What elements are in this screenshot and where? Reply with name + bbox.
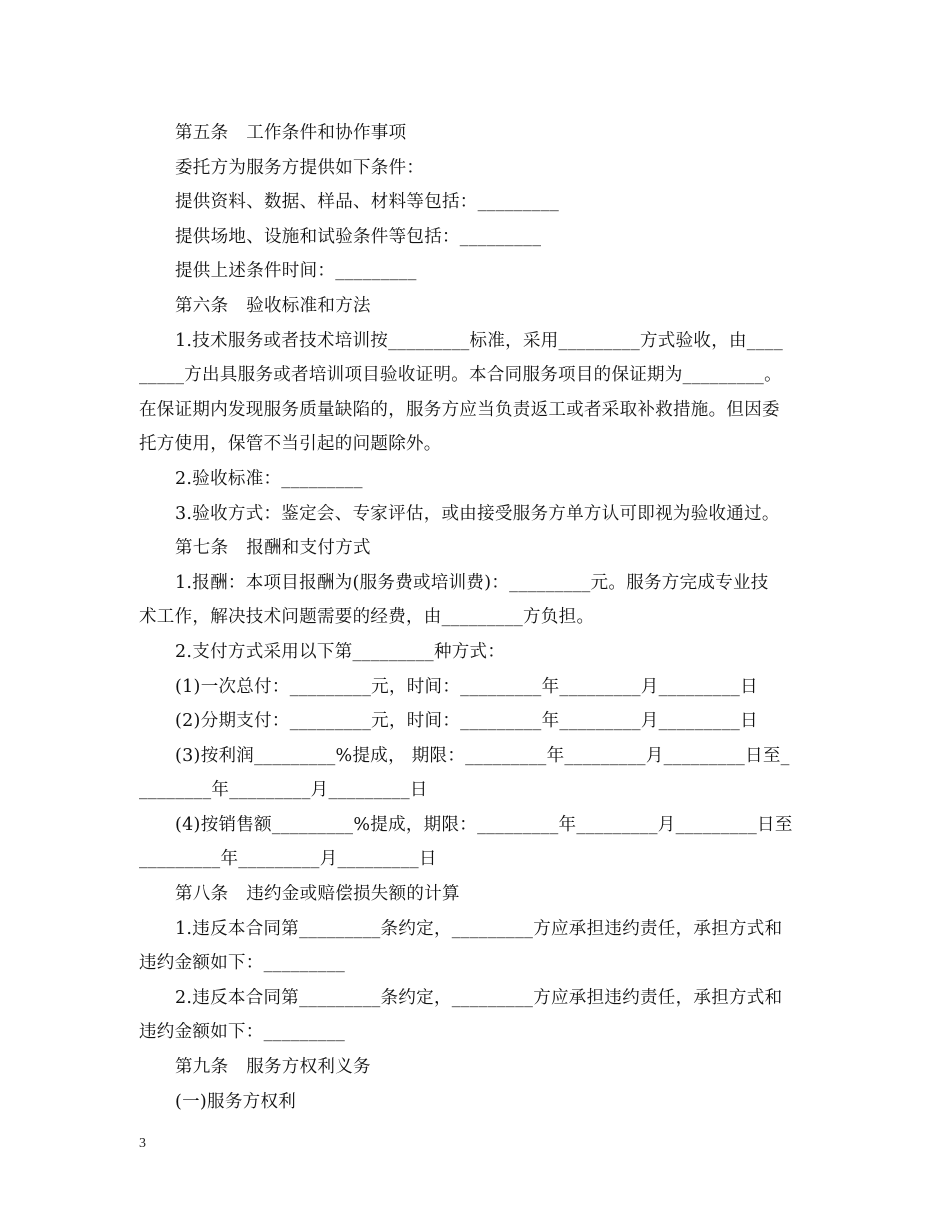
text-line: 第六条 验收标准和方法 (175, 295, 371, 316)
text-line: 提供资料、数据、样品、材料等包括：_________ (175, 192, 560, 213)
text-line: (1)一次总付：_________元，时间：_________年_________月_________日 (175, 676, 758, 697)
text-line: 术工作，解决技术问题需要的经费，由_________方负担。 (139, 607, 595, 628)
text-line: 违约金额如下：_________ (139, 1022, 346, 1043)
text-line: 违约金额如下：_________ (139, 953, 346, 974)
text-line: 2.支付方式采用以下第_________种方式： (175, 641, 506, 662)
text-line: 委托方为服务方提供如下条件： (175, 157, 425, 178)
text-line: 1.报酬：本项目报酬为(服务费或培训费)：_________元。服务方完成专业技 (175, 572, 769, 593)
text-line: 2.违反本合同第_________条约定，_________方应承担违约责任，承担方式和 (175, 987, 783, 1008)
text-line: 托方使用，保管不当引起的问题除外。 (139, 434, 442, 455)
text-line: 1.违反本合同第_________条约定，_________方应承担违约责任，承担方式和 (175, 918, 783, 939)
text-line: _________年_________月_________日 (139, 849, 437, 870)
text-line: (一)服务方权利 (175, 1091, 297, 1112)
text-line: ________年_________月_________日 (139, 780, 428, 801)
text-line: 3.验收方式：鉴定会、专家评估，或由接受服务方单方认可即视为验收通过。 (175, 503, 780, 524)
text-line: 第八条 违约金或赔偿损失额的计算 (175, 884, 460, 905)
text-line: 第五条 工作条件和协作事项 (175, 123, 407, 143)
text-line: 1.技术服务或者技术培训按_________标准，采用_________方式验收，由____ (175, 330, 783, 351)
document-page (139, 116, 817, 1119)
text-line: 提供场地、设施和试验条件等包括：_________ (175, 226, 542, 247)
text-line: _____方出具服务或者培训项目验收证明。本合同服务项目的保证期为_________。 (139, 365, 782, 386)
text-line: (4)按销售额_________%提成，期限：_________年_________月_________日至 (175, 814, 793, 835)
text-line: 第七条 报酬和支付方式 (175, 538, 371, 559)
text-line: 在保证期内发现服务质量缺陷的，服务方应当负责返工或者采取补救措施。但因委 (139, 399, 780, 420)
document-body (139, 116, 817, 1119)
text-line: 提供上述条件时间：_________ (175, 261, 417, 282)
text-line: 2.验收标准：_________ (175, 468, 363, 489)
text-line: 第九条 服务方权利义务 (175, 1057, 371, 1078)
page-number: 3 (139, 1136, 146, 1151)
text-line: (2)分期支付：_________元，时间：_________年_________月_________日 (175, 711, 758, 732)
text-line: (3)按利润_________%提成， 期限：_________年_________月_________日至_ (175, 745, 790, 766)
